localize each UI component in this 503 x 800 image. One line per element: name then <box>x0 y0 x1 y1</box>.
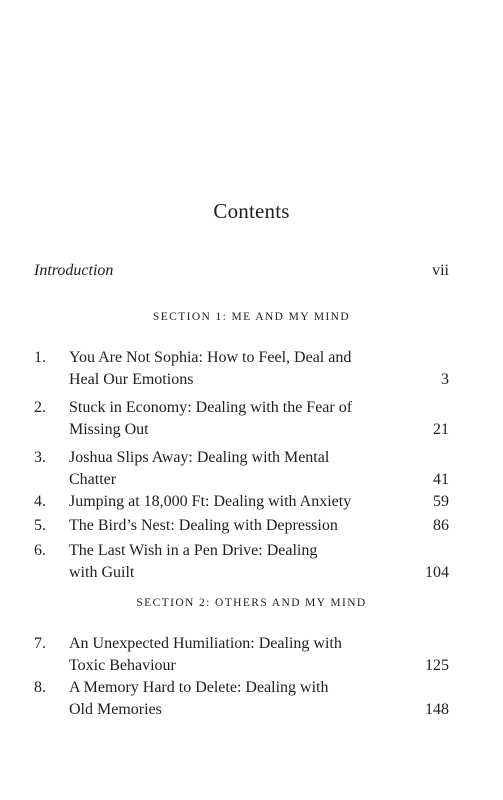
toc-entry-8 <box>34 677 449 721</box>
entry-page-number: 125 <box>425 657 449 674</box>
section-1-heading: SECTION 1: ME AND MY MIND <box>152 311 351 323</box>
entry-number: 6. <box>34 542 46 559</box>
entry-title-line-1: An Unexpected Humiliation: Dealing with <box>69 635 342 652</box>
entry-number: 4. <box>34 493 46 510</box>
toc-entry-2 <box>34 397 449 441</box>
entry-page-number: 148 <box>425 701 449 718</box>
entry-page-number: 86 <box>433 517 449 534</box>
entry-title-line-2: Missing Out <box>69 421 149 438</box>
entry-number: 3. <box>34 449 46 466</box>
entry-title-line-2: Chatter <box>69 471 117 488</box>
section-2-heading: SECTION 2: OTHERS AND MY MIND <box>136 597 367 609</box>
toc-entry-7 <box>34 633 449 677</box>
entry-title-line-1: You Are Not Sophia: How to Feel, Deal and <box>69 349 352 366</box>
entry-title-line-1: Stuck in Economy: Dealing with the Fear of <box>69 399 353 416</box>
entry-page-number: 21 <box>433 421 449 438</box>
entry-number: 5. <box>34 517 46 534</box>
entry-title-line-2: Heal Our Emotions <box>69 371 194 388</box>
entry-page-number: 3 <box>441 371 449 388</box>
entry-title-line-1: A Memory Hard to Delete: Dealing with <box>69 679 329 696</box>
entry-number: 2. <box>34 399 46 416</box>
entry-title-line-2: with Guilt <box>69 564 135 581</box>
introduction-page-number: vii <box>432 262 449 279</box>
entry-number: 7. <box>34 635 46 652</box>
entry-number: 1. <box>34 349 46 366</box>
toc-entry-5 <box>34 515 449 537</box>
entry-title-line-2: Old Memories <box>69 701 162 718</box>
entry-page-number: 59 <box>433 493 449 510</box>
toc-entry-1 <box>34 347 449 391</box>
entry-title-line-1: The Last Wish in a Pen Drive: Dealing <box>69 542 318 559</box>
introduction-label: Introduction <box>34 262 114 279</box>
entry-page-number: 41 <box>433 471 449 488</box>
page-title: Contents <box>213 199 290 223</box>
toc-entry-6 <box>34 540 449 584</box>
entry-title-line-2: Toxic Behaviour <box>69 657 176 674</box>
entry-title-line-1: The Bird’s Nest: Dealing with Depression <box>69 517 338 534</box>
entry-page-number: 104 <box>425 564 449 581</box>
entry-title-line-1: Joshua Slips Away: Dealing with Mental <box>69 449 330 466</box>
entry-title-line-1: Jumping at 18,000 Ft: Dealing with Anxiety <box>69 493 352 510</box>
toc-entry-3 <box>34 447 449 491</box>
toc-entry-4 <box>34 491 449 513</box>
entry-number: 8. <box>34 679 46 696</box>
